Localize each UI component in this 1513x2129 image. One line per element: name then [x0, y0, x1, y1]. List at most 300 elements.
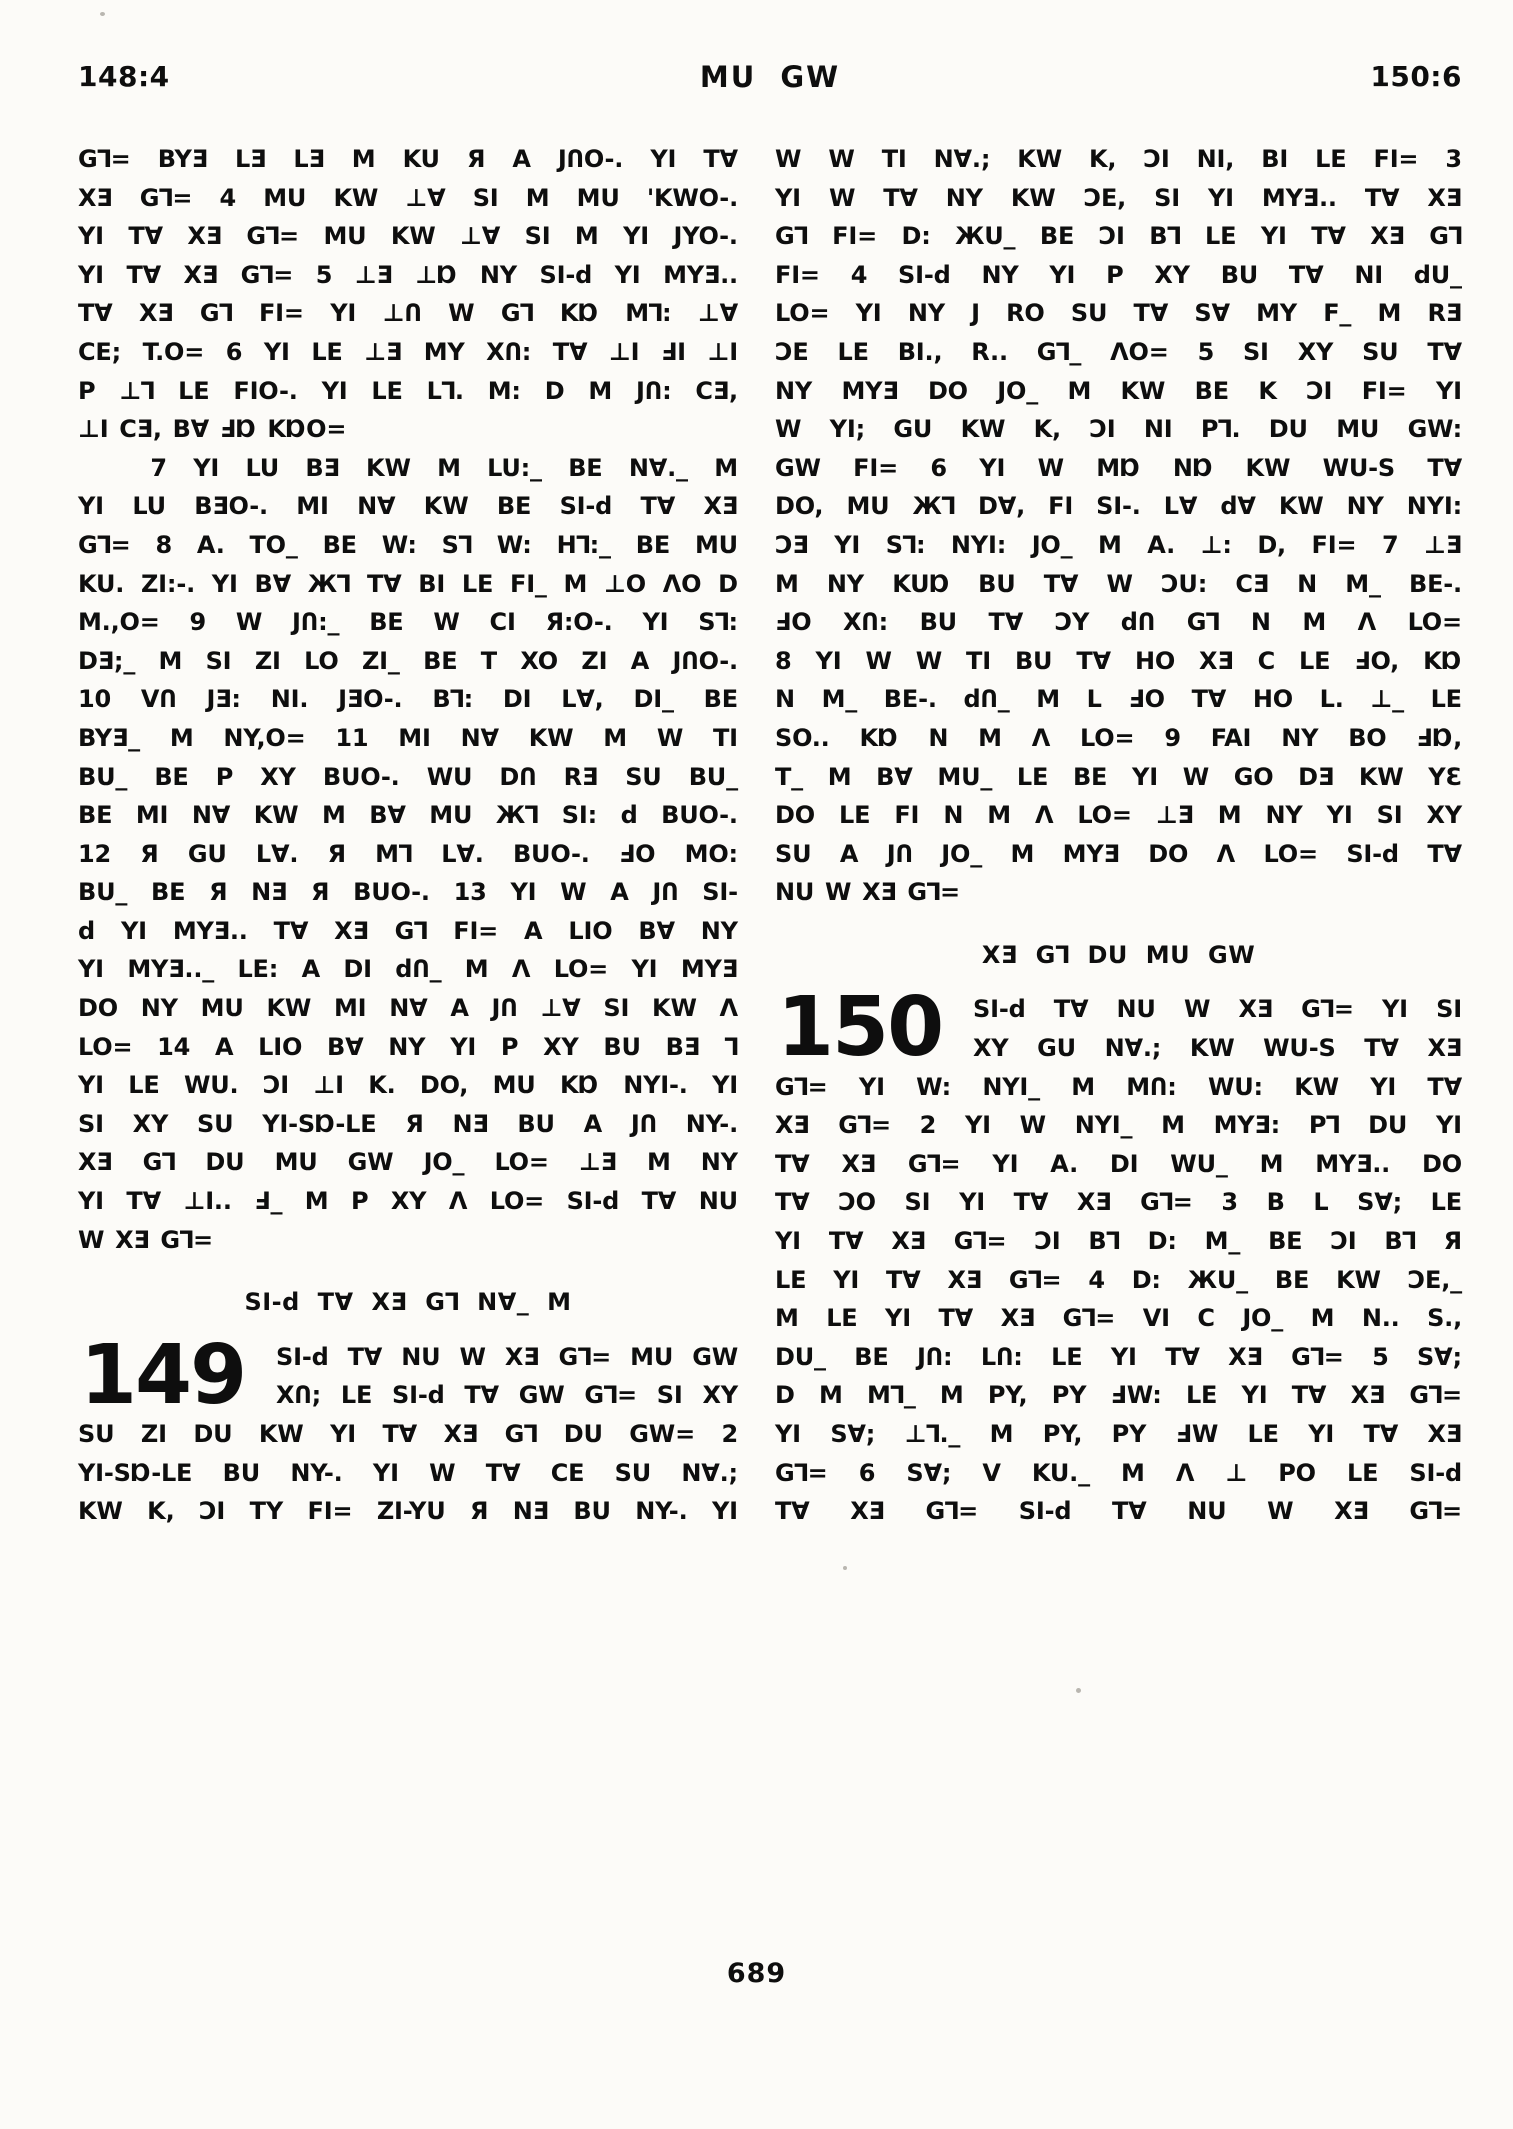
word: GU — [187, 839, 227, 868]
word: N∀ — [389, 994, 428, 1023]
word: LO= — [1080, 723, 1135, 752]
right-column — [775, 145, 1462, 1536]
word: XՈ: — [486, 337, 532, 366]
word: S∀ — [1194, 299, 1230, 328]
word: M — [987, 801, 1011, 830]
word: BE — [568, 453, 603, 482]
word: ⊥I — [313, 1071, 344, 1100]
word: MYƎ.. — [1315, 1149, 1391, 1178]
word: 6 — [225, 337, 243, 366]
word: W: — [496, 530, 532, 559]
word: Ж⅂ — [495, 801, 539, 830]
word: RO — [1006, 299, 1045, 328]
word: DU — [1268, 415, 1308, 444]
word: LE — [1346, 1458, 1379, 1487]
word: BE — [854, 1342, 889, 1371]
word: YI-SⱰ-LE — [78, 1458, 193, 1487]
word: ƆI — [1330, 1227, 1357, 1256]
word: K, — [1033, 415, 1061, 444]
psalm-149-number: 149 — [80, 1327, 246, 1423]
text-line — [775, 878, 1462, 917]
word: T∀ — [886, 1265, 921, 1294]
word: ƆY — [1054, 608, 1090, 637]
word: YI — [712, 1071, 738, 1100]
word: ZI — [581, 646, 608, 675]
word: BU — [517, 1109, 555, 1138]
word: MU — [274, 1148, 318, 1177]
word: T∀ — [1133, 299, 1169, 328]
word: SU — [197, 1109, 234, 1138]
word: CE; — [78, 337, 122, 366]
text-line — [78, 1071, 738, 1110]
word: Λ — [1357, 608, 1376, 637]
word: V — [982, 1458, 1001, 1487]
word: W — [865, 646, 892, 675]
word: YI — [510, 878, 537, 907]
word: SI — [1154, 183, 1180, 212]
word: DO — [78, 994, 118, 1023]
word: Я — [1443, 1227, 1462, 1256]
word: KW — [1294, 1072, 1339, 1101]
word: LE — [178, 376, 210, 405]
word: T∀ — [641, 1187, 677, 1216]
word: TI — [712, 723, 738, 752]
word: LE — [1205, 222, 1237, 251]
word: ⊥I — [608, 337, 640, 366]
word: Я — [209, 878, 228, 907]
word: Λ — [1034, 801, 1054, 830]
text-line — [78, 454, 738, 493]
text-line — [78, 1187, 738, 1226]
word: XՈ: — [842, 608, 889, 637]
word: T∀ — [1364, 1034, 1399, 1063]
word: PY — [1111, 1420, 1147, 1448]
text-line — [775, 1304, 1462, 1343]
text-line — [78, 1497, 738, 1536]
word: YI — [372, 1458, 399, 1487]
text-line — [78, 222, 738, 261]
text-line — [775, 608, 1462, 647]
word: JƎ: — [206, 685, 241, 714]
word: C — [1197, 1304, 1215, 1333]
word: A — [450, 994, 469, 1023]
word: 9 — [189, 608, 207, 637]
word: YI-SⱰ-LE — [262, 1109, 377, 1138]
word: BU_ — [78, 878, 128, 907]
word: W — [429, 1458, 456, 1487]
word: T∀ — [1311, 222, 1346, 251]
word: G⅂= — [584, 1381, 637, 1410]
word: A — [630, 646, 650, 675]
word: NY — [907, 299, 945, 328]
word: DI_ — [633, 685, 674, 714]
word: SI — [205, 646, 232, 675]
text-line — [775, 222, 1462, 261]
word: A — [524, 916, 543, 945]
word: GO — [1233, 762, 1274, 791]
word: M — [819, 1381, 843, 1410]
word: BU — [603, 1032, 641, 1061]
word: ℲW: — [1110, 1381, 1162, 1410]
word: YI — [885, 1304, 911, 1333]
word: G⅂= — [775, 1458, 828, 1487]
word: YI — [623, 222, 649, 251]
word: 7 — [150, 453, 167, 482]
text-line — [775, 1266, 1462, 1305]
word: JYO-. — [673, 222, 738, 251]
word: ЖU_ — [955, 222, 1016, 251]
word: ⅂ — [724, 1032, 738, 1061]
word: M — [1036, 685, 1060, 714]
word: T∀ — [78, 299, 113, 328]
word: LO= — [1077, 801, 1132, 830]
text-line — [78, 492, 738, 531]
word: N∀._ — [628, 453, 688, 482]
text-line — [775, 454, 1462, 493]
word: CƎ — [1235, 569, 1269, 598]
word: NYI_ — [982, 1072, 1040, 1101]
word: LE — [371, 376, 403, 405]
word: T∀ — [775, 1188, 810, 1217]
word: BE — [423, 646, 458, 675]
word: YI — [211, 569, 238, 598]
word: KW — [366, 453, 411, 482]
word: ⊥I — [78, 415, 109, 444]
word: LIO — [258, 1032, 303, 1061]
word: T∀ — [703, 145, 738, 173]
word: MYƎ.. — [172, 916, 248, 945]
word: G⅂= — [78, 530, 131, 559]
word: ƆE, — [1083, 183, 1127, 212]
word: JՈ — [630, 1109, 657, 1138]
word: BU — [919, 608, 957, 637]
word: KW — [1336, 1265, 1381, 1294]
text-line — [78, 608, 738, 647]
word: SI — [524, 222, 551, 251]
word: NY — [981, 260, 1019, 289]
word: 8 — [775, 646, 792, 675]
word: XƎ — [775, 1111, 810, 1140]
word: GW= — [629, 1420, 695, 1448]
word: YI — [1241, 1381, 1268, 1410]
word: G⅂= — [558, 1342, 612, 1371]
word: M: — [487, 376, 521, 405]
word: LE — [1299, 646, 1331, 675]
word: LO — [304, 646, 339, 675]
word: M — [646, 1148, 671, 1177]
word: NY — [1281, 723, 1319, 752]
word: G⅂= — [953, 1227, 1007, 1256]
word: XƎ — [1228, 1342, 1263, 1371]
word: W — [1037, 453, 1064, 482]
word: LE — [340, 1381, 373, 1410]
word: YI — [78, 222, 104, 251]
word: XƎ — [1334, 1497, 1369, 1526]
word: 'KWO-. — [646, 183, 738, 212]
word: BYƎ — [157, 145, 208, 173]
word: MU — [323, 222, 367, 251]
word: S∀; — [1417, 1342, 1462, 1371]
word: M — [989, 1420, 1014, 1448]
word: Я:O-. — [545, 608, 613, 637]
word: M — [1302, 608, 1327, 637]
word: M — [775, 1304, 799, 1333]
word: W — [560, 878, 587, 907]
word: Я — [405, 1109, 424, 1138]
text-line — [78, 377, 738, 416]
word: P — [78, 376, 96, 405]
word: M — [775, 569, 799, 598]
word: D: — [901, 222, 931, 251]
word: G⅂ — [1186, 608, 1220, 637]
word: XƎ — [1427, 1034, 1462, 1063]
word: DO — [927, 376, 968, 405]
word: T∀ — [273, 916, 309, 945]
word: ⊥Ɒ — [415, 260, 458, 289]
word: BE — [78, 801, 113, 830]
word: JՈ:_ — [292, 608, 340, 637]
text-line — [78, 1226, 738, 1265]
word: D — [775, 1381, 795, 1410]
word: M — [1098, 530, 1122, 559]
word: ƆO — [838, 1188, 876, 1217]
word: ZI — [140, 1420, 167, 1448]
word: M — [1010, 839, 1035, 868]
word: KU — [402, 145, 440, 173]
word: KW — [266, 994, 312, 1023]
word: BU — [1220, 260, 1259, 289]
word: M — [563, 569, 588, 598]
word: N∀ — [191, 801, 231, 830]
word: 5 — [1372, 1342, 1389, 1371]
word: BE-. — [1408, 569, 1462, 598]
word: T∀ — [1013, 1188, 1049, 1217]
text-line — [775, 415, 1462, 454]
word: HO — [1252, 685, 1293, 714]
word: M — [827, 762, 852, 791]
word: W: — [381, 530, 417, 559]
word: DO, — [775, 492, 824, 521]
word: TO_ — [249, 530, 298, 559]
word: GW — [775, 453, 821, 482]
word: XY — [702, 1381, 738, 1410]
word: A. — [196, 530, 225, 559]
word: B∀ — [254, 569, 291, 598]
word: M — [1121, 1458, 1145, 1487]
word: BE — [154, 762, 189, 791]
word: M_ — [1204, 1227, 1241, 1256]
word: T∀ — [1427, 839, 1462, 868]
word: WU — [426, 762, 473, 791]
word: FI= — [307, 1497, 353, 1526]
word: L — [1086, 685, 1102, 714]
text-line — [78, 1148, 738, 1187]
word: YI — [650, 145, 677, 173]
word: T∀ — [1427, 1072, 1462, 1101]
text-line — [775, 531, 1462, 570]
word: SI-d — [1018, 1497, 1072, 1526]
word: T∀ — [1112, 1497, 1147, 1526]
word: KW — [1010, 183, 1056, 212]
word: LE — [1430, 685, 1462, 714]
word: KUⱰ — [892, 569, 950, 598]
word: ƆI — [1089, 415, 1116, 444]
word: SU — [625, 762, 662, 791]
text-line — [775, 338, 1462, 377]
word: SU — [775, 839, 812, 868]
word: MU — [200, 994, 244, 1023]
word: 3 — [1221, 1188, 1238, 1217]
word: BU — [222, 1458, 260, 1487]
word: T∀ — [828, 1227, 864, 1256]
word: MU_ — [937, 762, 993, 791]
word: D — [718, 569, 738, 598]
word: T∀ — [1043, 569, 1079, 598]
word: 10 — [78, 685, 111, 714]
left-paragraph-1 — [78, 145, 738, 454]
word: GW — [692, 1342, 738, 1371]
word: M — [464, 955, 489, 984]
word: YI — [775, 183, 801, 212]
word: W — [828, 183, 856, 212]
word: DU_ — [775, 1342, 826, 1371]
word: YI — [120, 916, 147, 945]
text-line — [775, 1073, 1462, 1112]
word: FAI — [1210, 723, 1252, 752]
word: YI — [959, 1188, 985, 1217]
word: dՈ_ — [395, 955, 442, 984]
word: BUO-. — [661, 801, 738, 830]
word: KW — [390, 222, 436, 251]
word: BƎ — [665, 1032, 700, 1061]
word: 4 — [219, 183, 237, 212]
word: MYƎ.. — [1261, 183, 1337, 212]
text-line — [78, 878, 738, 917]
word: YI — [263, 337, 290, 366]
word: DI — [502, 685, 532, 714]
word: FIO-. — [233, 376, 298, 405]
word: ⊥Ǝ — [364, 337, 403, 366]
word: XƎ — [183, 260, 219, 289]
word: SI- — [702, 878, 738, 907]
word: G⅂= — [1008, 1265, 1062, 1294]
word: ⊥⅂._ — [904, 1420, 961, 1448]
word: BU_ — [78, 762, 128, 791]
word: JՈ — [886, 839, 913, 868]
text-line — [78, 570, 738, 609]
word: N — [943, 801, 964, 830]
word: L∀ — [1163, 492, 1198, 521]
word: ƆƎ — [775, 530, 809, 559]
word: G⅂= — [838, 1111, 891, 1140]
word: T∀ — [883, 183, 918, 212]
word: LE — [1430, 1188, 1462, 1217]
word: G⅂= — [1301, 995, 1354, 1024]
word: NYI_ — [1074, 1111, 1133, 1140]
word: P — [350, 1187, 369, 1216]
word: PO — [1278, 1458, 1316, 1487]
word: DU — [1368, 1111, 1408, 1140]
word: XƎ — [1199, 646, 1234, 675]
word: F_ — [1323, 299, 1352, 328]
word: XƎ — [1427, 183, 1462, 212]
word: JՈO-. — [557, 145, 624, 173]
psalm-150-chapter — [775, 980, 1462, 1535]
word: SU — [1070, 299, 1108, 328]
word: LE — [311, 337, 343, 366]
word: YI — [964, 1111, 991, 1140]
word: BU — [573, 1497, 611, 1526]
word: NY — [479, 260, 517, 289]
word: M_ — [821, 685, 858, 714]
word: ƆI — [199, 1497, 226, 1526]
text-line — [78, 145, 738, 184]
word: YI — [992, 1149, 1019, 1178]
word: MU — [576, 183, 620, 212]
word: YI — [833, 1265, 860, 1294]
word: T∀ — [1427, 337, 1462, 366]
word: SI-. — [1096, 492, 1141, 521]
word: KU._ — [1031, 1458, 1090, 1487]
word: M — [169, 723, 194, 752]
word: ⊥ — [1225, 1458, 1248, 1487]
word: K — [1258, 376, 1277, 405]
word: CƎ, — [119, 415, 162, 444]
word: W — [78, 1225, 105, 1254]
word: M — [1310, 1304, 1335, 1333]
word: DƎ;_ — [78, 646, 136, 675]
word: XƎ — [334, 916, 369, 945]
text-line — [775, 1227, 1462, 1266]
word: SI — [78, 1109, 104, 1138]
text-line — [775, 685, 1462, 724]
word: A — [512, 145, 531, 173]
word: XƎ — [862, 878, 897, 907]
text-line — [78, 840, 738, 879]
word: MI — [296, 492, 329, 521]
word: MY — [423, 337, 465, 366]
word: M.,O= — [78, 608, 160, 637]
word: L. — [1319, 685, 1344, 714]
word: YI — [1370, 1072, 1397, 1101]
word: ⊥: — [1200, 530, 1232, 559]
psalm-149-body — [78, 1420, 738, 1536]
word: M — [588, 376, 613, 405]
word: FI — [1048, 492, 1074, 521]
word: GW — [518, 1381, 565, 1410]
word: KW — [1245, 453, 1291, 482]
word: T∀ — [640, 492, 676, 521]
word: 5 — [315, 260, 333, 289]
word: WU. — [183, 1071, 239, 1100]
word: LU — [245, 453, 280, 482]
word: LO= — [78, 1032, 133, 1061]
word: T∀ — [366, 569, 402, 598]
word: XƎ — [187, 222, 222, 251]
word: DO — [1422, 1149, 1462, 1178]
text-line — [78, 685, 738, 724]
text-line — [775, 377, 1462, 416]
word: MU — [694, 530, 738, 559]
word: YI — [711, 1497, 738, 1526]
word: YI; — [829, 415, 865, 444]
word: G⅂= — [1140, 1188, 1193, 1217]
word: T∀ — [1364, 183, 1400, 212]
word: SI-d — [1409, 1458, 1462, 1487]
text-line — [775, 1420, 1462, 1459]
word: ⊥I — [707, 337, 738, 366]
word: NI — [1354, 260, 1383, 289]
